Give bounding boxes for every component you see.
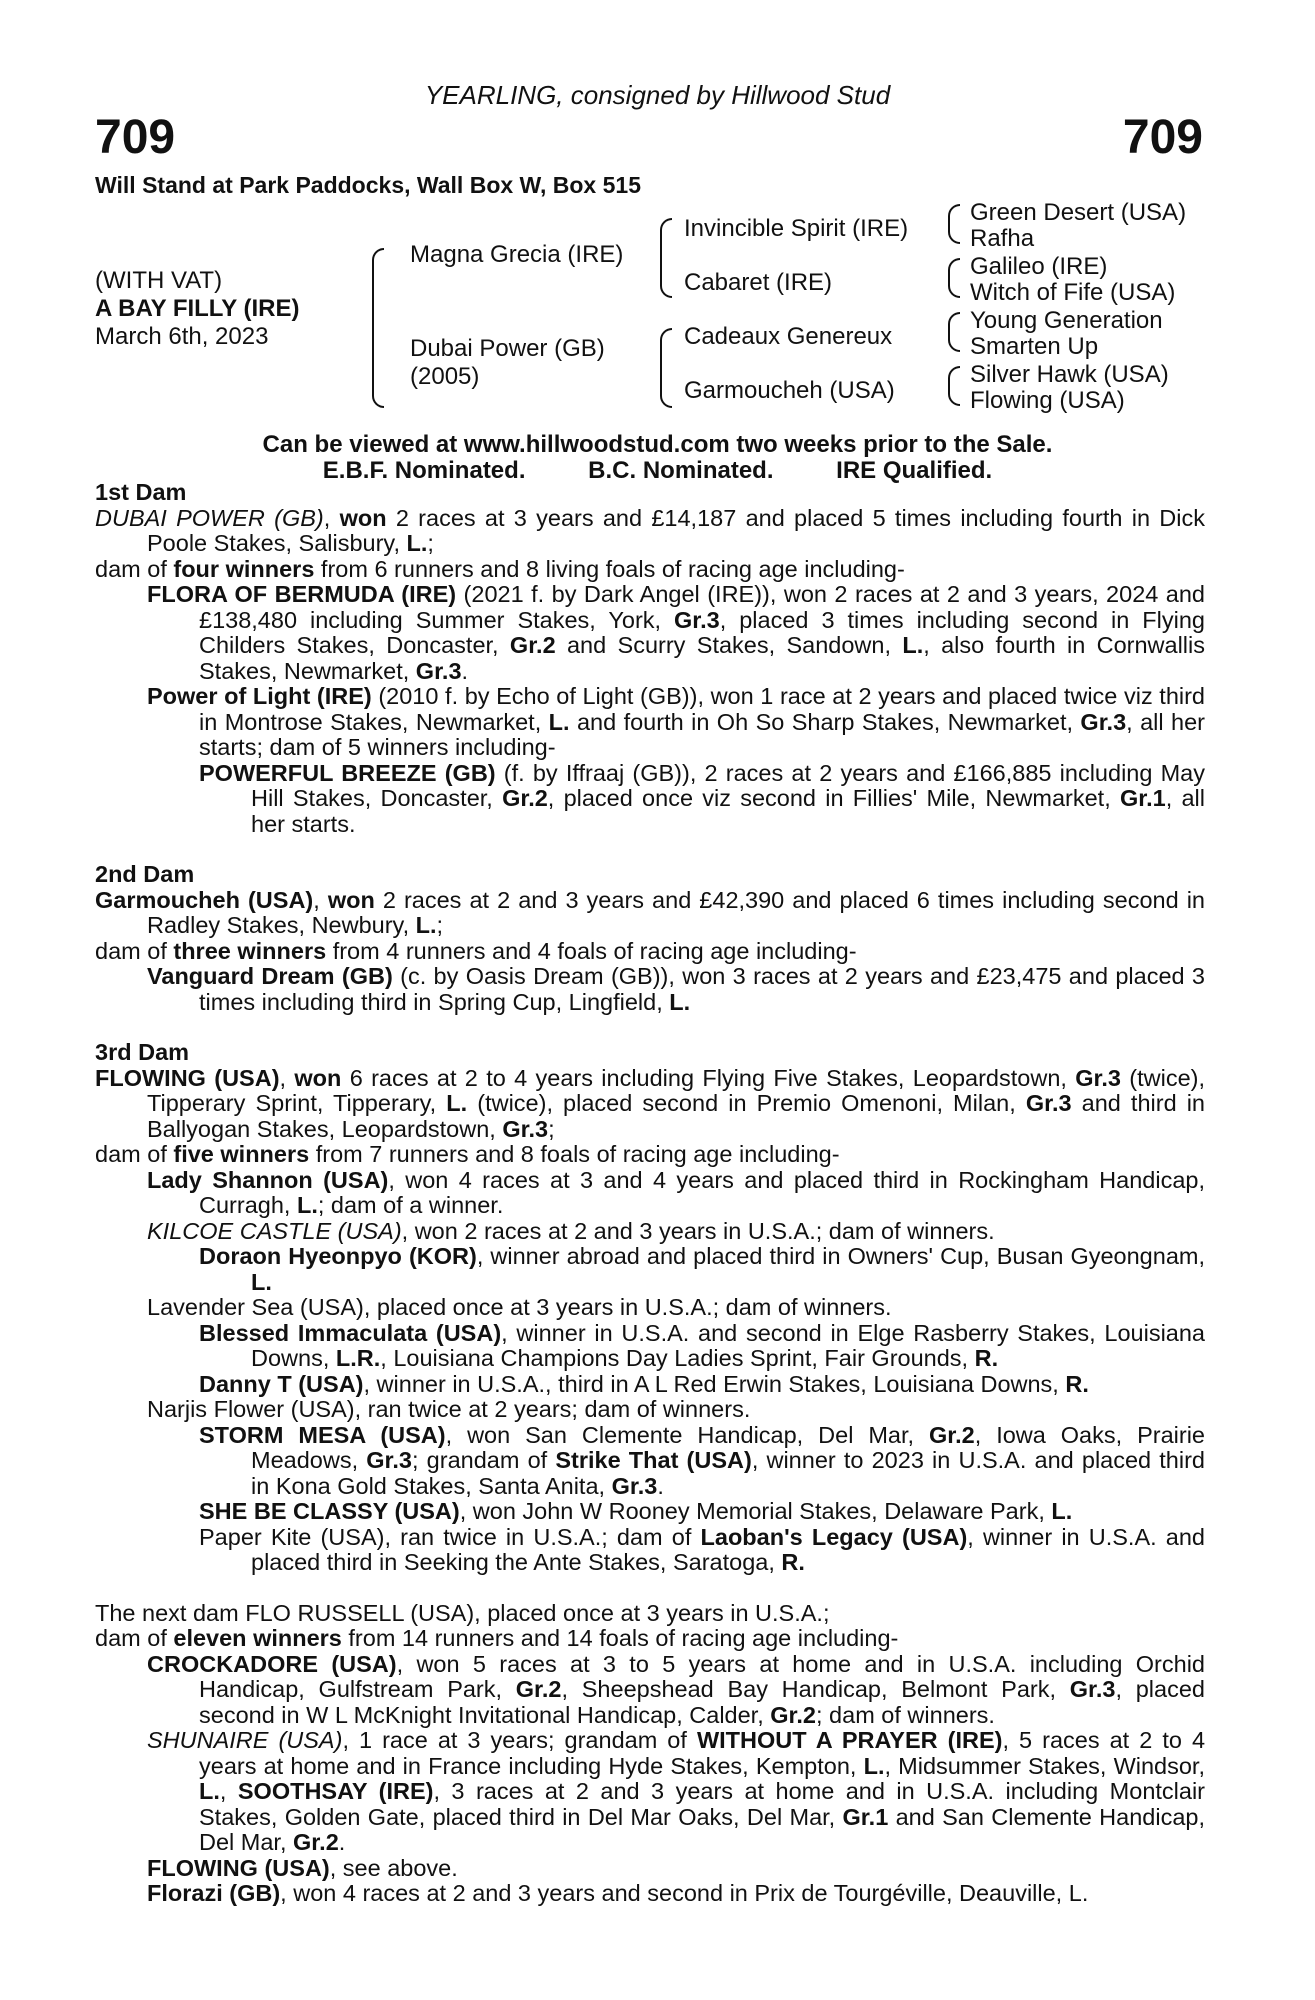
text-run: from 14 runners and 14 foals of racing age including- <box>341 1625 899 1651</box>
dam-name: Dubai Power (GB) <box>410 335 605 362</box>
text-run: won <box>294 1064 342 1091</box>
third-dam-record <box>95 1066 1205 1143</box>
text-run: L. <box>406 530 428 556</box>
lot-number-left: 709 <box>95 111 176 164</box>
text-run: POWERFUL BREEZE (GB) <box>199 759 496 786</box>
text-run: (2010 f. by Echo of Light (GB)), won 1 race at 2 years and placed twice viz third in Montrose Stakes, Newmarket, <box>199 683 1206 735</box>
text-run: (twice), placed second in Premio Omenoni, Milan, <box>467 1090 1026 1116</box>
text-run: , winner to 2023 in U.S.A. and placed third in Kona Gold Stakes, Santa Anita, <box>251 1447 1205 1499</box>
text-run: , <box>323 504 340 531</box>
text-run: L. <box>669 988 691 1015</box>
second-dam-record <box>95 888 1205 939</box>
dam-sire: Cadeaux Genereux <box>684 323 893 350</box>
produce-entry <box>95 1295 1205 1321</box>
text-run: Lady Shannon (USA) <box>147 1166 389 1193</box>
foaling-date: March 6th, 2023 <box>95 323 269 350</box>
text-run: Blessed Immaculata (USA) <box>199 1319 502 1346</box>
pedigree-dsd: Smarten Up <box>970 333 1099 360</box>
text-run: Florazi (GB) <box>147 1880 281 1906</box>
sire-dam: Cabaret (IRE) <box>684 269 833 296</box>
sale-notes <box>0 432 1315 484</box>
next-dam-record <box>95 1601 1205 1627</box>
text-run: KILCOE CASTLE (USA) <box>147 1217 402 1244</box>
produce-entry <box>95 1244 1205 1295</box>
text-run: Gr.2 <box>515 1676 562 1702</box>
third-dam-produce-summary <box>95 1142 1205 1168</box>
text-run: Gr.1 <box>842 1803 889 1830</box>
first-dam-heading: 1st Dam <box>95 479 187 505</box>
dam-dam: Garmoucheh (USA) <box>684 377 895 404</box>
next-dam-produce-summary <box>95 1626 1205 1652</box>
text-run: ; dam of winners. <box>816 1701 995 1728</box>
text-run: (f. by Iffraaj (GB)), 2 races at 2 years and £166,885 including May Hill Stakes, Doncaster, <box>251 759 1205 811</box>
text-run: Gr.3 <box>1080 708 1127 735</box>
text-run: STORM MESA (USA) <box>199 1421 446 1448</box>
text-run: SHUNAIRE (USA) <box>147 1727 343 1753</box>
viewing-note: Can be viewed at www.hillwoodstud.com two weeks prior to the Sale. <box>262 431 1053 458</box>
produce-entry <box>95 1168 1205 1219</box>
text-run: and fourth in Oh So Sharp Stakes, Newmarket, <box>569 708 1081 735</box>
text-run: L. <box>863 1752 885 1779</box>
text-run: dam of <box>95 555 174 582</box>
text-run: DUBAI POWER (GB) <box>95 504 324 531</box>
text-run: Gr.2 <box>502 785 548 811</box>
text-run: Power of Light (IRE) <box>147 683 372 709</box>
text-run: . <box>338 1829 346 1855</box>
text-run: , see above. <box>329 1854 458 1881</box>
text-run: The next dam FLO RUSSELL (USA), placed once at 3 years in U.S.A.; <box>95 1599 830 1626</box>
text-run: ; <box>427 530 434 556</box>
text-run: FLORA OF BERMUDA (IRE) <box>147 581 457 607</box>
text-run: eleven winners <box>173 1625 342 1651</box>
text-run: 2 races at 3 years and £14,187 and placed 5 times including fourth in Dick Poole Stakes, Salisbury, <box>147 504 1205 556</box>
produce-entry <box>95 1219 1205 1245</box>
third-dam-heading: 3rd Dam <box>95 1039 190 1065</box>
produce-entry <box>95 761 1205 838</box>
text-run: Paper Kite (USA), ran twice in U.S.A.; dam of <box>199 1523 701 1550</box>
horse-name: A BAY FILLY (IRE) <box>95 295 300 322</box>
pedigree-sdd: Witch of Fife (USA) <box>970 279 1176 306</box>
text-run: L. <box>199 1778 220 1804</box>
bracket-g3-3 <box>948 312 960 352</box>
text-run: WITHOUT A PRAYER (IRE) <box>696 1727 1003 1753</box>
text-run: five winners <box>173 1141 310 1167</box>
text-run: (twice), Tipperary Sprint, Tipperary, <box>147 1064 1206 1116</box>
vat-note: (WITH VAT) <box>95 267 223 294</box>
text-run: Gr.2 <box>770 1701 816 1728</box>
text-run: L. <box>296 1192 318 1218</box>
text-run: Gr.2 <box>509 632 556 658</box>
produce-entry <box>95 1652 1205 1729</box>
text-run: , Louisiana Champions Day Ladies Sprint, Fair Grounds, <box>380 1345 975 1371</box>
text-run: Gr.2 <box>293 1829 339 1855</box>
text-run: and San Clemente Handicap, Del Mar, <box>199 1803 1205 1855</box>
text-run: , all her starts. <box>251 785 1205 837</box>
produce-entry <box>95 964 1205 1015</box>
text-run: R. <box>1065 1370 1089 1397</box>
pedigree-dss: Young Generation <box>970 307 1163 334</box>
produce-entry <box>95 1423 1205 1500</box>
text-run: Gr.3 <box>674 606 720 633</box>
bracket-g3-4 <box>948 366 960 406</box>
text-run: won <box>327 886 375 913</box>
text-run: Laoban's Legacy (USA) <box>700 1523 968 1550</box>
text-run: Narjis Flower (USA), ran twice at 2 years; dam of winners. <box>147 1396 751 1422</box>
text-run: L. <box>415 912 437 938</box>
produce-entry <box>95 1728 1205 1856</box>
text-run: , 1 race at 3 years; grandam of <box>342 1727 697 1753</box>
text-run: . <box>657 1472 664 1499</box>
ebf-note: E.B.F. Nominated. <box>322 457 526 484</box>
text-run: , won 4 races at 2 and 3 years and second in Prix de Tourgéville, Deauville, <box>280 1880 1069 1906</box>
text-run: , placed second in W L McKnight Invitational Handicap, Calder, <box>199 1676 1205 1728</box>
produce-entry <box>95 1321 1205 1372</box>
text-run: , won John W Rooney Memorial Stakes, Delaware Park, <box>459 1498 1052 1524</box>
text-run: ; <box>436 912 444 938</box>
text-run: , winner abroad and placed third in Owners' Cup, Busan Gyeongnam, <box>476 1243 1205 1269</box>
text-run: FLOWING (USA) <box>95 1064 280 1091</box>
text-run: , placed once viz second in Fillies' Mile, Newmarket, <box>547 785 1120 811</box>
text-run: Lavender Sea (USA), placed once at 3 years in U.S.A.; dam of winners. <box>147 1294 892 1320</box>
text-run: four winners <box>173 555 315 582</box>
text-run: 2 races at 2 and 3 years and £42,390 and placed 6 times including second in Radley Stakes, Newbury, <box>147 886 1205 938</box>
text-run: L. <box>446 1090 468 1116</box>
pedigree-table <box>0 200 1315 422</box>
text-run: , won San Clemente Handicap, Del Mar, <box>445 1421 929 1448</box>
text-run: (c. by Oasis Dream (GB)), won 3 races at 2 years and £23,475 and placed 3 times including third in Spring Cup, Lingfield, <box>199 963 1205 1015</box>
text-run: ; grandam of <box>412 1447 556 1473</box>
text-run: , <box>219 1778 238 1804</box>
text-run: Gr.3 <box>415 657 462 684</box>
text-run: , all her starts; dam of 5 winners including- <box>199 708 1205 760</box>
text-run: , <box>313 886 328 913</box>
produce-entry <box>95 1499 1205 1525</box>
pedigree-sds: Galileo (IRE) <box>970 253 1108 280</box>
produce-entry <box>95 1372 1205 1398</box>
text-run: (2021 f. by Dark Angel (IRE)), won 2 races at 2 and 3 years, 2024 and £138,480 including Summer Stakes, York, <box>199 581 1205 633</box>
text-run: Gr.3 <box>502 1115 549 1142</box>
text-run: , winner in U.S.A. and placed third in Seeking the Ante Stakes, Saratoga, <box>251 1523 1206 1575</box>
text-run: L. <box>548 708 570 735</box>
bracket-g3-2 <box>948 258 960 298</box>
text-run: dam of <box>95 1625 174 1651</box>
text-run: ; dam of a winner. <box>317 1192 504 1218</box>
pedigree-ddd: Flowing (USA) <box>970 387 1125 414</box>
produce-entry <box>95 582 1205 684</box>
bc-note: B.C. Nominated. <box>588 457 774 484</box>
ire-note: IRE Qualified. <box>836 457 993 484</box>
text-run: won <box>339 504 387 531</box>
text-run: R. <box>974 1345 999 1371</box>
text-run: L. <box>251 1268 272 1295</box>
text-run: Gr.3 <box>1025 1090 1072 1116</box>
text-run: Gr.3 <box>611 1472 658 1499</box>
text-run: , won 5 races at 3 to 5 years at home and in U.S.A. including Orchid Handicap, Gulfstream Park, <box>199 1650 1205 1702</box>
text-run: . <box>461 657 469 684</box>
text-run: , Midsummer Stakes, Windsor, <box>884 1752 1205 1779</box>
text-run: L. <box>1068 1880 1089 1906</box>
text-run: , Iowa Oaks, Prairie Meadows, <box>251 1421 1206 1473</box>
first-dam-record <box>95 506 1205 557</box>
text-run: SHE BE CLASSY (USA) <box>199 1498 460 1524</box>
bracket-dam <box>660 328 672 408</box>
sire-name: Magna Grecia (IRE) <box>410 241 624 268</box>
text-run: dam of <box>95 1141 174 1167</box>
text-run: ; <box>548 1115 555 1142</box>
text-run: Gr.1 <box>1119 785 1166 811</box>
text-run: Doraon Hyeonpyo (KOR) <box>199 1243 477 1269</box>
text-run: , placed 3 times including second in Flying Childers Stakes, Doncaster, <box>199 606 1205 658</box>
text-run: from 6 runners and 8 living foals of racing age including- <box>314 555 905 582</box>
text-run: Vanguard Dream (GB) <box>147 963 393 989</box>
produce-entry <box>95 1525 1205 1576</box>
text-run: Gr.3 <box>366 1447 412 1473</box>
text-run: and third in Ballyogan Stakes, Leopardstown, <box>147 1090 1206 1142</box>
text-run: Danny T (USA) <box>199 1370 364 1397</box>
pedigree-dds: Silver Hawk (USA) <box>970 361 1169 388</box>
produce-entry <box>95 1881 1205 1907</box>
text-run: L. <box>1051 1498 1073 1524</box>
text-run: FLOWING (USA) <box>147 1854 330 1881</box>
text-run: L. <box>902 632 924 658</box>
text-run: , winner in U.S.A. and second in Elge Rasberry Stakes, Louisiana Downs, <box>251 1319 1205 1371</box>
bracket-sire <box>660 218 672 298</box>
bracket-gen1 <box>372 248 384 408</box>
text-run: , 5 races at 2 to 4 years at home and in France including Hyde Stakes, Kempton, <box>199 1727 1206 1779</box>
catalogue-subtitle: YEARLING, consigned by Hillwood Stud <box>424 80 891 110</box>
text-run: , Sheepshead Bay Handicap, Belmont Park, <box>561 1676 1070 1702</box>
text-run: , <box>279 1064 295 1091</box>
text-run: Garmoucheh (USA) <box>95 886 314 913</box>
produce-record <box>95 480 1205 1907</box>
text-run: dam of <box>95 937 174 964</box>
text-run: Gr.2 <box>929 1421 975 1448</box>
text-run: three winners <box>173 937 327 964</box>
produce-entry <box>95 1856 1205 1882</box>
text-run: Gr.3 <box>1075 1064 1121 1091</box>
text-run: , winner in U.S.A., third in A L Red Erwin Stakes, Louisiana Downs, <box>363 1370 1066 1397</box>
text-run: Strike That (USA) <box>555 1447 752 1473</box>
text-run: L.R. <box>335 1345 381 1371</box>
text-run: , won 4 races at 3 and 4 years and placed third in Rockingham Handicap, Curragh, <box>199 1166 1205 1218</box>
produce-entry <box>95 1397 1205 1423</box>
lot-number-right: 709 <box>1122 111 1203 164</box>
pedigree-ssd: Rafha <box>970 225 1035 252</box>
text-run: , 3 races at 2 and 3 years at home and in U.S.A. including Montclair Stakes, Golden Gate, placed third in Del Mar Oaks, Del Mar, <box>199 1778 1206 1830</box>
sire-sire: Invincible Spirit (IRE) <box>684 215 909 242</box>
text-run: , also fourth in Cornwallis Stakes, Newmarket, <box>199 632 1205 684</box>
first-dam-produce-summary <box>95 557 1205 583</box>
text-run: 6 races at 2 to 4 years including Flying Five Stakes, Leopardstown, <box>341 1064 1076 1091</box>
dam-year: (2005) <box>410 363 480 390</box>
text-run: SOOTHSAY (IRE) <box>237 1778 434 1804</box>
produce-entry <box>95 684 1205 761</box>
text-run: from 7 runners and 8 foals of racing age including- <box>309 1141 840 1167</box>
second-dam-heading: 2nd Dam <box>95 861 195 887</box>
text-run: R. <box>781 1549 805 1575</box>
text-run: Gr.3 <box>1069 1676 1116 1702</box>
pedigree-sss: Green Desert (USA) <box>970 199 1187 226</box>
stand-location: Will Stand at Park Paddocks, Wall Box W, Box 515 <box>95 172 641 198</box>
text-run: from 4 runners and 4 foals of racing age including- <box>326 937 857 964</box>
text-run: CROCKADORE (USA) <box>147 1650 397 1677</box>
bracket-g3-1 <box>948 204 960 244</box>
second-dam-produce-summary <box>95 939 1205 965</box>
text-run: , won 2 races at 2 and 3 years in U.S.A.; dam of winners. <box>401 1217 995 1244</box>
text-run: and Scurry Stakes, Sandown, <box>555 632 903 658</box>
